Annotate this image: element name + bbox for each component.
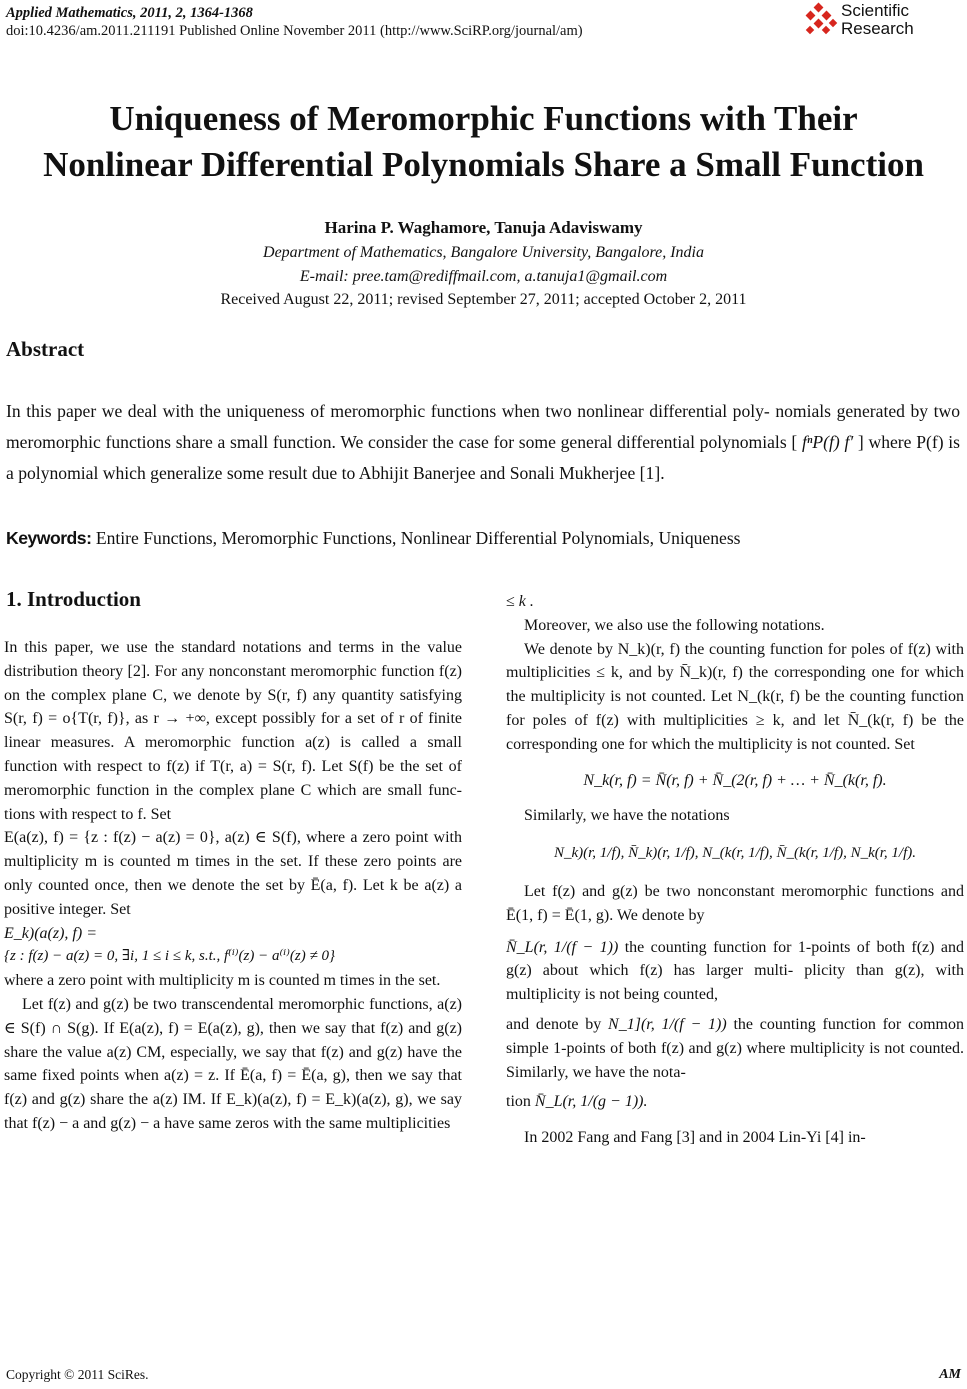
affiliation: Department of Mathematics, Bangalore University, Bangalore, India xyxy=(263,244,704,261)
right-paragraph-4: Let f(z) and g(z) be two nonconstant meromorphic functions and Ē(1, f) = Ē(1, g). We denote by xyxy=(506,882,964,924)
right-paragraph-5 xyxy=(506,936,964,1007)
right-column xyxy=(506,590,964,1150)
abstract-heading: Abstract xyxy=(6,337,85,361)
footer-journal-abbr: AM xyxy=(939,1367,961,1382)
footer-copyright: Copyright © 2011 SciRes. xyxy=(6,1367,149,1382)
equation-ek-set-lhs: E_k)(a(z), f) = xyxy=(4,924,97,942)
right-paragraph-7 xyxy=(506,1090,964,1114)
left-paragraph-3: where a zero point with multiplicity m is counted m times in the set. xyxy=(4,972,441,990)
formula-nl-f: N̄_L(r, 1/(f − 1)) xyxy=(506,938,619,956)
journal-name: Applied Mathematics xyxy=(6,5,133,21)
abstract-text-a: In this paper we deal with the uniqueness of meromorphic functions when two nonlinear differential poly- nomials generated by two meromorphic functions share a small function. We consider the case for some general differential polynomials [ xyxy=(6,401,960,452)
right-paragraph-6-a: and denote by xyxy=(506,1015,609,1033)
journal-header xyxy=(6,4,583,40)
doi-line: doi:10.4236/am.2011.211191 Published Online November 2011 (http://www.SciRP.org/journal/am) xyxy=(6,23,583,39)
keywords-label: Keywords: xyxy=(6,528,92,548)
equation-nk: N_k(r, f) = N̄(r, f) + N̄_(2(r, f) + … + N̄_(k(r, f). xyxy=(583,771,887,789)
left-column xyxy=(4,636,462,1136)
right-paragraph-5-text: the counting function for 1-points of both f(z) and g(z) about which f(z) has larger multi- plicity than g(z), with multiplicity is not being counted, xyxy=(506,938,965,1004)
logo-line-2: Research xyxy=(841,19,914,38)
title-line-2: Nonlinear Differential Polynomials Share a Small Function xyxy=(43,145,924,184)
logo-line-1: Scientific xyxy=(841,1,910,20)
right-paragraph-2: We denote by N_k)(r, f) the counting function for poles of f(z) with multiplicities ≤ k, and by N̄_k)(r, f) the corresponding one for which the multiplicity is not counted. Let N_(k(r, f) be the counting function for poles of f(z) with multiplicities ≥ k, and let N̄_(k(r, f) be the corresponding one for which the multiplicity is not counted. Set xyxy=(506,640,964,753)
keywords xyxy=(6,528,741,549)
equation-notations: N_k)(r, 1/f), N̄_k)(r, 1/f), N_(k(r, 1/f), N̄_(k(r, 1/f), N_k(r, 1/f). xyxy=(553,845,917,862)
publisher-logo xyxy=(801,2,961,42)
equation-ek-set-rhs: {z : f(z) − a(z) = 0, ∃i, 1 ≤ i ≤ k, s.t., f⁽ⁱ⁾(z) − a⁽ⁱ⁾(z) ≠ 0} xyxy=(4,948,335,965)
section-heading-introduction: 1. Introduction xyxy=(6,587,141,611)
journal-citation: , 2011, 2, 1364-1368 xyxy=(132,5,253,21)
authors: Harina P. Waghamore, Tanuja Adaviswamy xyxy=(324,218,643,237)
right-paragraph-6-c: the counting function for common simple 1-points of both f(z) and g(z) where multiplicity is not counted. Similarly, we have the nota- xyxy=(506,1015,965,1081)
received-dates: Received August 22, 2011; revised September 27, 2011; accepted October 2, 2011 xyxy=(220,291,747,308)
formula-n1: N_1](r, 1/(f − 1)) xyxy=(608,1015,727,1033)
abstract-formula: fⁿP(f) f′ xyxy=(801,432,854,452)
abstract-text-b: ] where P(f) is a polynomial which generalize some result due to Abhijit Banerjee and Sonali Mukherjee [1]. xyxy=(6,432,961,483)
right-paragraph-8: In 2002 Fang and Fang [3] and in 2004 Lin-Yi [4] in- xyxy=(524,1129,866,1147)
formula-nl-g: N̄_L(r, 1/(g − 1)). xyxy=(534,1093,648,1111)
left-paragraph-1: In this paper, we use the standard notations and terms in the value distribution theory [2]. For any nonconstant meromorphic function f(z) on the complex plane C, we denote by S(r, f) any quantity satisfying S(r, f) = o{T(r, f)}, as r → +∞, except possibly for a set of r of finite linear measures. A meromorphic function a(z) is called a small function with respect to f(z) if T(r, a) = S(r, f). Let S(f) be the set of meromorphic function in the complex plane C which are small func- tions with respect to f. Set xyxy=(4,639,462,823)
right-paragraph-3: Similarly, we have the notations xyxy=(524,807,730,825)
abstract-text xyxy=(6,396,960,489)
logo-mark-icon xyxy=(801,2,839,40)
paper-title xyxy=(0,96,967,188)
right-paragraph-7-a: tion xyxy=(506,1093,535,1111)
left-paragraph-2: E(a(z), f) = {z : f(z) − a(z) = 0}, a(z) ∈ S(f), where a zero point with multiplicity m is counted m times in the set. If these zero points are only counted once, then we denote the set by Ē(a, f). Let k be a(z) a positive integer. Set xyxy=(4,829,462,918)
title-line-1: Uniqueness of Meromorphic Functions with Their xyxy=(109,99,858,138)
right-paragraph-1: Moreover, we also use the following notations. xyxy=(524,616,825,634)
email: E-mail: pree.tam@rediffmail.com, a.tanuja1@gmail.com xyxy=(299,268,668,285)
left-paragraph-4: Let f(z) and g(z) be two transcendental meromorphic functions, a(z) ∈ S(f) ∩ S(g). If E(a(z), f) = E(a(z), g), then we say that f(z) and g(z) share the value a(z) CM, especially, we say that f(z) and g(z) have the same fixed points when a(z) = z. If Ē(a, f) = Ē(a, g), then we say that f(z) and g(z) share the a(z) IM. If E_k)(a(z), f) = E_k)(a(z), g), we say that f(z) − a and g(z) − a have same zeros with the same multiplicities xyxy=(4,995,462,1132)
keywords-text: Entire Functions, Meromorphic Functions, Nonlinear Differential Polynomials, Uniqueness xyxy=(91,528,741,548)
right-paragraph-6 xyxy=(506,1013,964,1084)
right-fragment: ≤ k . xyxy=(506,593,534,610)
